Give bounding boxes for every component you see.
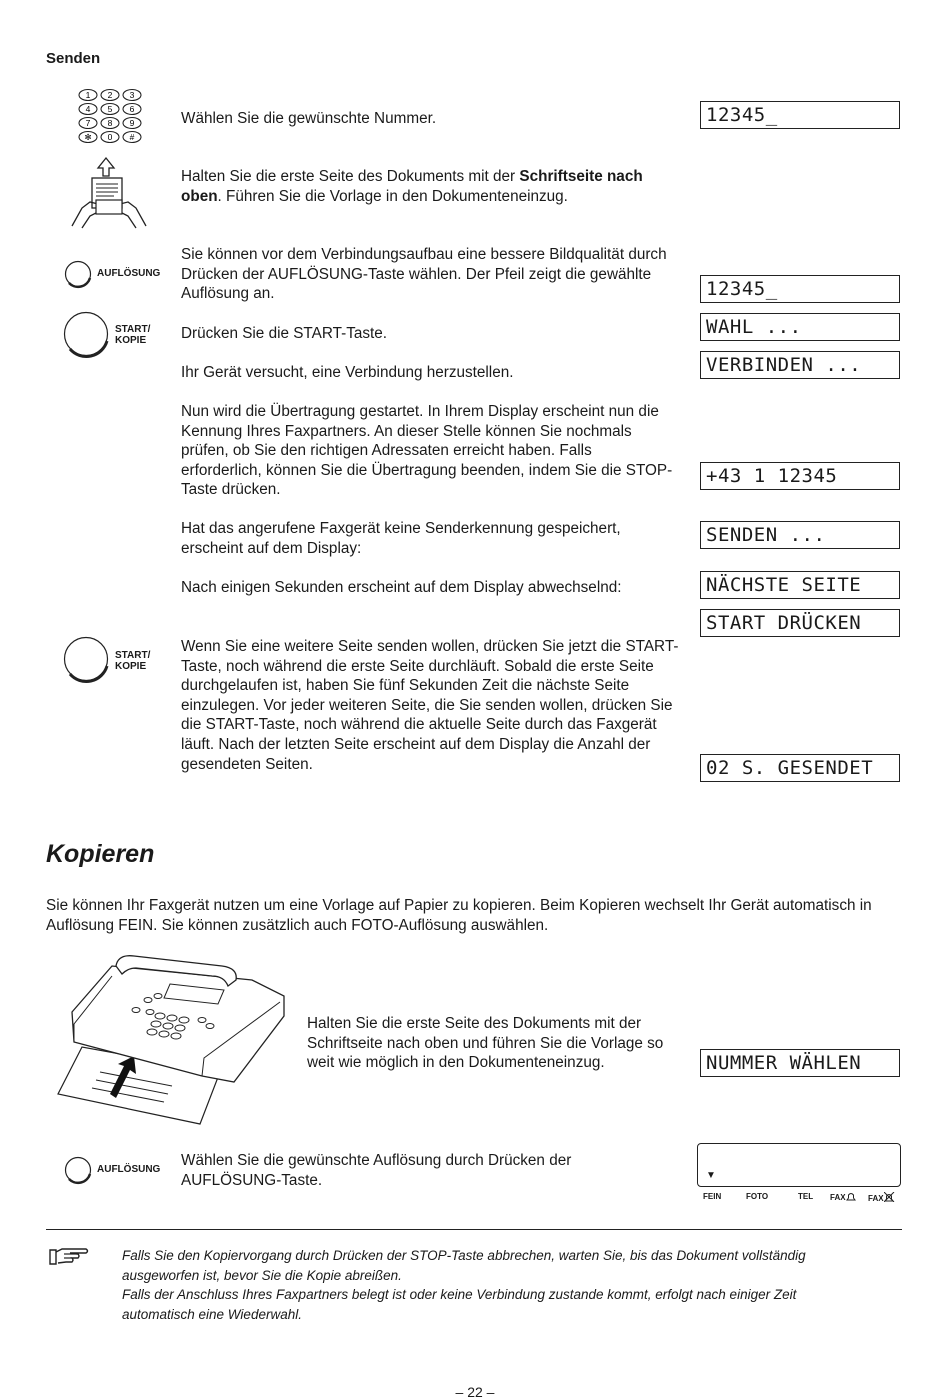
keypad-key — [123, 90, 141, 101]
lcd-display-1: 12345_ — [700, 101, 900, 129]
step-start-text: Drücken Sie die START-Taste. — [181, 325, 388, 342]
pointing-hand-icon — [48, 1246, 90, 1268]
keypad-key — [101, 90, 119, 101]
keypad-key — [79, 118, 97, 129]
step-insert-text-part1: Halten Sie die erste Seite des Dokuments mit der — [181, 168, 520, 185]
divider — [46, 1229, 902, 1230]
svg-text:6: 6 — [129, 104, 135, 115]
svg-text:5: 5 — [107, 104, 113, 115]
resolution-label-tel: TEL — [798, 1192, 814, 1201]
lcd-display-6: SENDEN ... — [700, 521, 900, 549]
lcd-display-10: NUMMER WÄHLEN — [700, 1049, 900, 1077]
svg-text:✻: ✻ — [84, 132, 92, 143]
start-button-label-line2: KOPIE — [115, 661, 147, 672]
step-dial-text: Wählen Sie die gewünschte Nummer. — [181, 110, 437, 127]
bell-muted-icon — [884, 1192, 895, 1202]
page-number: – 22 – — [455, 1384, 495, 1400]
fax-machine-illustration — [52, 952, 292, 1132]
step-insert-text-part2: . Führen Sie die Vorlage in den Dokumenteneinzug. — [217, 187, 568, 205]
resolution-label-foto: FOTO — [746, 1192, 769, 1201]
lcd-display-5: +43 1 12345 — [700, 462, 900, 490]
step-transfer-text: Nun wird die Übertragung gestartet. In Ihrem Display erscheint nun die Kennung Ihres Faxpartners. An dieser Stelle können Sie nochmals prüfen, ob Sie den richtigen Adressaten erreicht haben. Falls erforderlich, können Sie die Übertragung beenden, indem Sie die STOP-Taste drücken. — [181, 403, 673, 499]
step-resolution-text: Sie können vor dem Verbindungsaufbau eine bessere Bildqualität durch Drücken der AUFLÖSUNG-Taste wählen. Der Pfeil zeigt die gewählte Auflösung an. — [181, 246, 667, 303]
round-button-icon — [63, 311, 113, 361]
resolution-display — [697, 1143, 901, 1187]
resolution-label-fein: FEIN — [703, 1192, 722, 1201]
svg-text:8: 8 — [107, 118, 113, 129]
resolution-label-fax-silent-text: FAX — [868, 1194, 884, 1203]
keypad-key — [123, 104, 141, 115]
resolution-arrow-indicator: ▼ — [706, 1170, 716, 1181]
document-insert-icon — [68, 156, 150, 232]
keypad-key — [101, 104, 119, 115]
lcd-display-8: START DRÜCKEN — [700, 609, 900, 637]
svg-text:4: 4 — [85, 104, 91, 115]
kopieren-insert-text: Halten Sie die erste Seite des Dokuments mit der Schriftseite nach oben und führen Sie die Vorlage so weit wie möglich in den Dokumenteneinzug. — [307, 1015, 664, 1072]
lcd-display-7: NÄCHSTE SEITE — [700, 571, 900, 599]
keypad-key — [123, 132, 141, 143]
note-line-1: Falls Sie den Kopiervorgang durch Drücken der STOP-Taste abbrechen, warten Sie, bis das Dokument vollständig ausgeworfen ist, bevor Sie die Kopie abreißen. — [122, 1248, 806, 1283]
section-heading-senden: Senden — [46, 50, 101, 67]
svg-text:1: 1 — [85, 90, 91, 101]
svg-text:7: 7 — [85, 118, 91, 129]
aufloesung-button-label: AUFLÖSUNG — [97, 1164, 161, 1175]
resolution-label-fax — [830, 1192, 856, 1202]
section-heading-kopieren: Kopieren — [46, 840, 155, 868]
kopieren-intro-text: Sie können Ihr Faxgerät nutzen um eine Vorlage auf Papier zu kopieren. Beim Kopieren wechselt Ihr Gerät automatisch in Auflösung FEIN. Sie können zusätzlich auch FOTO-Auflösung auswählen. — [46, 897, 872, 934]
note-line-2: Falls der Anschluss Ihres Faxpartners belegt ist oder keine Verbindung zustande kommt, erfolgt nach einiger Zeit automatisch eine Wiederwahl. — [122, 1287, 797, 1322]
keypad-key — [101, 118, 119, 129]
keypad-key — [79, 90, 97, 101]
svg-text:#: # — [129, 132, 135, 143]
lcd-display-2: 12345_ — [700, 275, 900, 303]
keypad-icon — [78, 88, 142, 146]
svg-text:3: 3 — [129, 90, 135, 101]
step-connect-text: Ihr Gerät versucht, eine Verbindung herzustellen. — [181, 364, 514, 381]
keypad-key — [79, 132, 97, 143]
keypad-key — [79, 104, 97, 115]
keypad-key — [101, 132, 119, 143]
lcd-display-3: WAHL ... — [700, 313, 900, 341]
kopieren-resolution-text: Wählen Sie die gewünschte Auflösung durch Drücken der AUFLÖSUNG-Taste. — [181, 1152, 572, 1189]
resolution-label-fax-text: FAX — [830, 1193, 846, 1202]
round-button-icon — [63, 636, 113, 686]
step-insert-text — [181, 167, 681, 206]
start-button-label-line1: START/ — [115, 324, 151, 335]
lcd-display-9: 02 S. GESENDET — [700, 754, 900, 782]
round-button-icon — [64, 1156, 94, 1186]
bell-icon — [846, 1192, 856, 1201]
start-button-label-line2: KOPIE — [115, 335, 147, 346]
keypad-key — [123, 118, 141, 129]
svg-text:2: 2 — [107, 90, 113, 101]
start-button-label-line1: START/ — [115, 650, 151, 661]
lcd-display-4: VERBINDEN ... — [700, 351, 900, 379]
aufloesung-button-label: AUFLÖSUNG — [97, 268, 161, 279]
resolution-label-fax-silent — [868, 1192, 895, 1203]
step-more-pages-text: Wenn Sie eine weitere Seite senden wollen, drücken Sie jetzt die START-Taste, noch während die erste Seite durchläuft. Sobald die erste Seite durchgelaufen ist, haben Sie fünf Sekunden Zeit die nächste Seite einzulegen. Vor jeder weiteren Seite, die Sie senden wollen, drücken Sie die START-Taste, noch während die aktuelle Seite durch das Faxgerät läuft. Nach der letzten Seite erscheint auf dem Display die Anzahl der gesendeten Seiten. — [181, 638, 679, 773]
step-no-id-text: Hat das angerufene Faxgerät keine Senderkennung gespeichert, erscheint auf dem Display: — [181, 520, 621, 557]
svg-text:0: 0 — [107, 132, 113, 143]
round-button-icon — [64, 260, 94, 290]
svg-text:9: 9 — [129, 118, 135, 129]
step-alternate-text: Nach einigen Sekunden erscheint auf dem Display abwechselnd: — [181, 579, 622, 596]
step-insert-text-bold: Schriftseite nach oben — [181, 168, 643, 205]
